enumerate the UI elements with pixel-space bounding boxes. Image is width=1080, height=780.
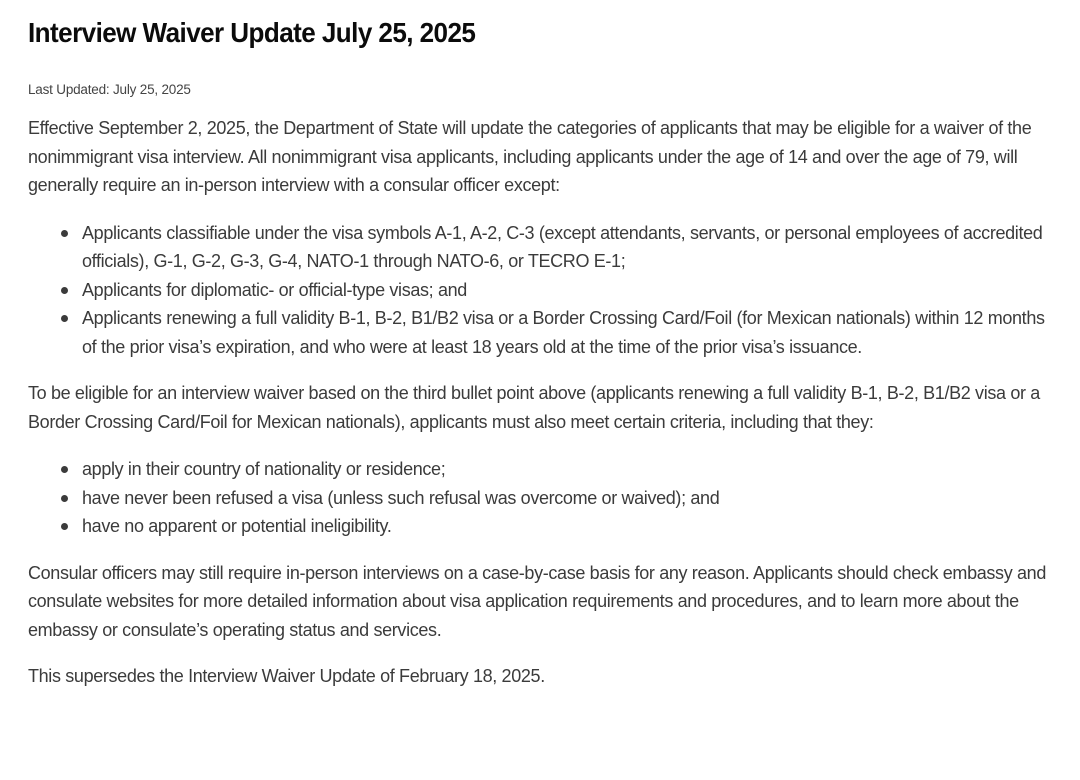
list-item [28, 304, 1058, 361]
consular-paragraph: Consular officers may still require in-person interviews on a case-by-case basis for any reason. Applicants should check embassy and consulate websites for more detailed information about visa application requirements and procedures, and to learn more about the embassy or consulate’s operating status and services. [28, 562, 1046, 640]
list-item-text: Applicants renewing a full validity B-1, B-2, B1/B2 visa or a Border Crossing Card/Foil (for Mexican nationals) within 12 months of the prior visa’s expiration, and who were at least 18 years old at the time of the prior visa’s issuance. [82, 308, 1045, 357]
bullet-icon [61, 315, 68, 322]
list-item-text: Applicants classifiable under the visa symbols A-1, A-2, C-3 (except attendants, servants, or personal employees of accredited officials), G-1, G-2, G-3, G-4, NATO-1 through NATO-6, or TECRO E-1; [82, 222, 1043, 271]
bullet-icon [61, 230, 68, 237]
bullet-icon [61, 287, 68, 294]
bullet-icon [61, 523, 68, 530]
intro-paragraph: Effective September 2, 2025, the Department of State will update the categories of applicants that may be eligible for a waiver of the nonimmigrant visa interview. All nonimmigrant visa applicants, including applicants under the age of 14 and over the age of 79, will generally require an in-person interview with a consular officer except: [28, 118, 1032, 195]
list-item-text: have no apparent or potential ineligibility. [82, 516, 392, 536]
exceptions-list [28, 219, 1060, 362]
criteria-list [28, 455, 1060, 541]
list-item-text: have never been refused a visa (unless such refusal was overcome or waived); and [82, 487, 720, 508]
list-item [28, 512, 1058, 541]
list-item [28, 484, 1058, 513]
bullet-icon [61, 466, 68, 473]
list-item-text: apply in their country of nationality or residence; [82, 459, 446, 479]
last-updated-date: Last Updated: July 25, 2025 [28, 82, 191, 97]
bullet-icon [61, 495, 68, 502]
list-item-text: Applicants for diplomatic- or official-type visas; and [82, 279, 467, 300]
supersedes-note: This supersedes the Interview Waiver Update of February 18, 2025. [28, 666, 545, 686]
list-item [28, 455, 1058, 484]
page-title: Interview Waiver Update July 25, 2025 [28, 17, 476, 48]
eligibility-paragraph: To be eligible for an interview waiver based on the third bullet point above (applicants renewing a full validity B-1, B-2, B1/B2 visa or a Border Crossing Card/Foil for Mexican nationals), applicants must also meet certain criteria, including that they: [28, 383, 1040, 432]
list-item [28, 219, 1058, 276]
list-item [28, 276, 1058, 305]
